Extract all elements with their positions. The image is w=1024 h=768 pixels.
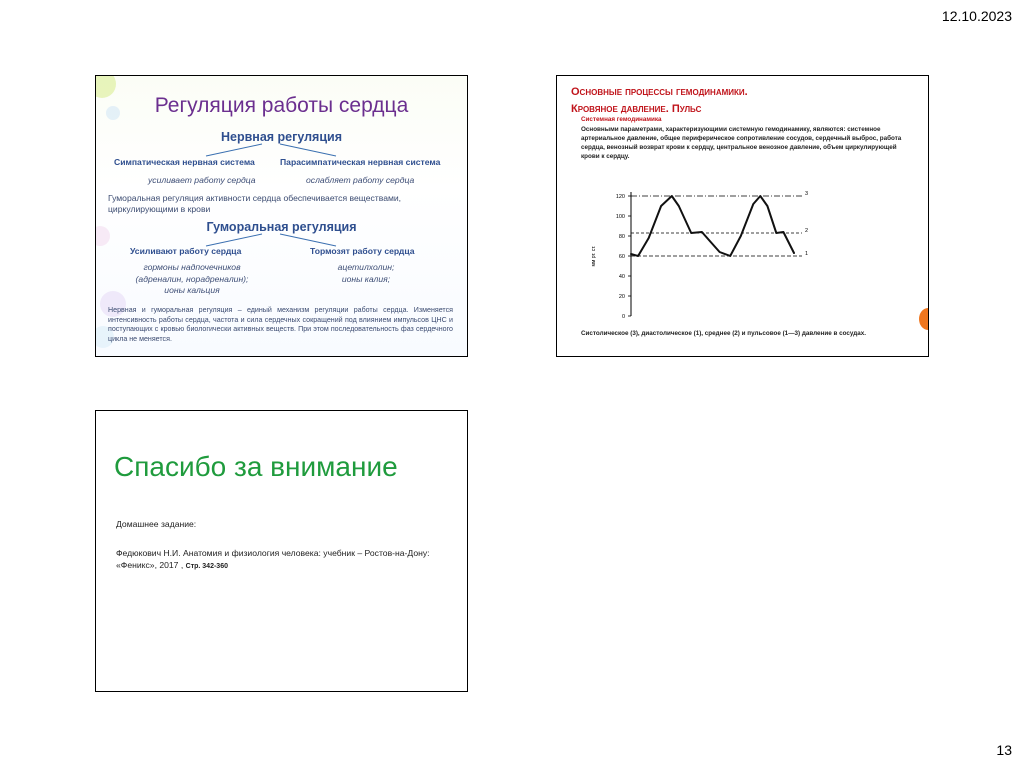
slide-thumbnail-hemodynamics[interactable] — [556, 75, 929, 357]
page-number: 13 — [996, 742, 1012, 758]
reference-line-label: 1 — [805, 251, 809, 257]
y-tick-label: 60 — [618, 254, 625, 260]
slide3-title: Спасибо за внимание — [114, 451, 398, 482]
slide2-subheading: Системная гемодинамика — [581, 116, 662, 123]
y-tick-label: 80 — [618, 234, 625, 240]
enhance-label: Усиливают работу сердца — [130, 246, 242, 256]
slide-thumbnail-thanks[interactable] — [95, 410, 468, 692]
parasympathetic-effect: ослабляет работу сердца — [306, 175, 415, 185]
homework-label: Домашнее задание: — [116, 519, 197, 529]
slide2-title-line2: Кровяное давление. Пульс — [571, 103, 702, 116]
enhance-item: (адреналин, норадреналин); — [135, 273, 249, 284]
inhibit-item: ионы калия; — [341, 273, 391, 284]
sympathetic-effect: усиливает работу сердца — [148, 175, 256, 185]
reference-text: Федюкович Н.И. Анатомия и физиология человека: учебник – Ростов-на-Дону: «Феникс», 2017 , — [116, 548, 430, 571]
page-date: 12.10.2023 — [941, 8, 1012, 24]
slide-thumbnail-heart-regulation[interactable] — [95, 75, 468, 357]
blood-pressure-chart — [587, 188, 847, 323]
nervous-regulation-heading: Нервная регуляция — [220, 130, 343, 144]
reference-line-label: 3 — [805, 191, 809, 197]
y-tick-label: 20 — [618, 294, 625, 300]
enhance-list — [112, 262, 272, 297]
humoral-description: Гуморальная регуляция активности сердца обеспечивается веществами, циркулирующими в крови — [108, 193, 402, 214]
y-axis-label: мм рт. ст. — [591, 245, 597, 267]
slide1-summary: Нервная и гуморальная регуляция – единый механизм регуляции работы сердца. Изменяется интенсивность работы сердца, частота и сила сердечных сокращений под влиянием импульсов ЦНС и поступающих с кровью биологически активных веществ. При этом последовательность фаз сердечного цикла не меняется. — [108, 306, 453, 343]
slide2-caption: Систолическое (3), диастолическое (1), среднее (2) и пульсовое (1—3) давление в сосудах. — [581, 330, 866, 337]
inhibit-item: ацетилхолин; — [337, 262, 395, 272]
y-tick-label: 100 — [615, 214, 625, 220]
sympathetic-label: Симпатическая нервная система — [114, 157, 255, 167]
decor-orange-circle — [919, 308, 929, 330]
parasympathetic-label: Парасимпатическая нервная система — [280, 157, 441, 167]
reference-line-label: 2 — [805, 228, 809, 234]
y-tick-label: 120 — [615, 194, 625, 200]
slide2-title — [571, 84, 748, 118]
pressure-curve — [631, 196, 794, 256]
slide2-text: Основными параметрами, характеризующими системную гемодинамику, являются: системное артериальное давление, общее периферическое сопротивление сосудов, сердечный выброс, работа сердца, венозный возврат крови к сердцу, центральное венозное давление, объем циркулирующей крови к сердцу. — [581, 126, 902, 161]
y-tick-label: 40 — [618, 274, 625, 280]
enhance-item: ионы кальция — [164, 285, 220, 296]
y-tick-label: 0 — [621, 314, 625, 320]
homework-reference — [116, 547, 436, 572]
inhibit-list — [316, 262, 416, 285]
slide1-title: Регуляция работы сердца — [154, 94, 409, 117]
enhance-item: гормоны надпочечников — [143, 262, 241, 272]
slide2-title-line1: Основные процессы гемодинамики. — [571, 86, 748, 98]
inhibit-label: Тормозят работу сердца — [310, 246, 415, 256]
humoral-regulation-heading: Гуморальная регуляция — [206, 220, 357, 234]
reference-pages: Стр. 342-360 — [185, 563, 228, 571]
